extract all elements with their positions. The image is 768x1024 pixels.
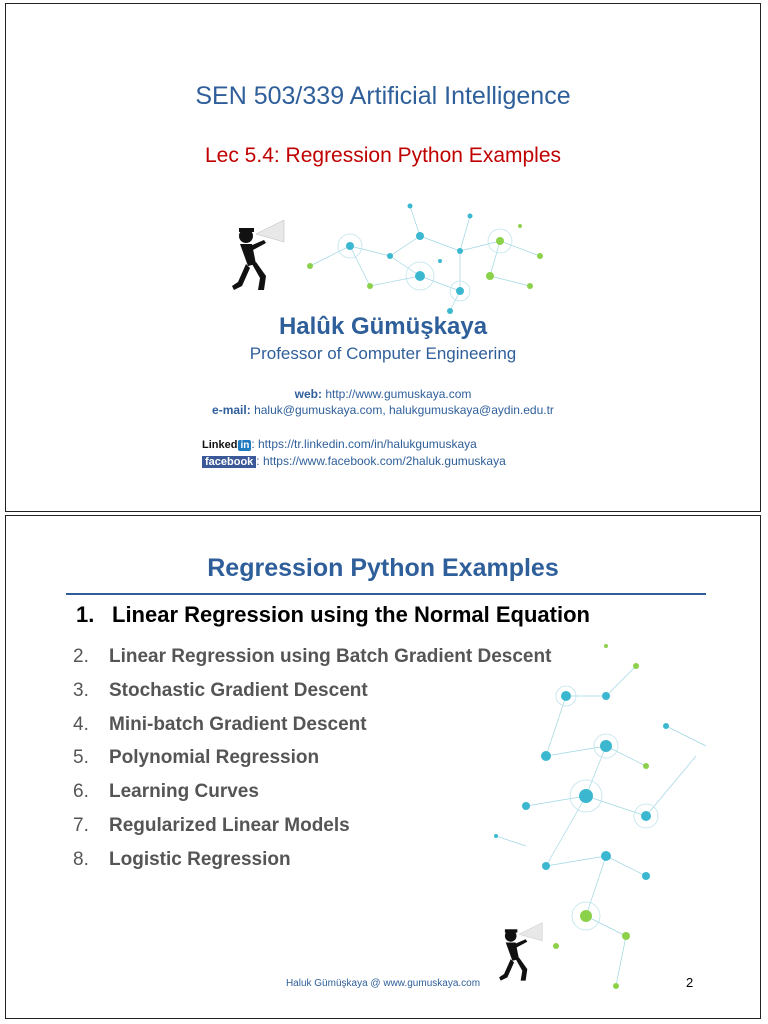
linkedin-icon: Linked in [202,439,250,451]
network-graphic-icon [290,196,562,326]
list-item: 8. Logistic Regression [73,849,291,870]
list-item-primary: 1. Linear Regression using the Normal Equation [76,602,590,627]
email-contact [6,403,760,417]
explorer-figure-icon [226,212,286,294]
course-title: SEN 503/339 Artificial Intelligence [195,82,571,110]
email-link[interactable]: haluk@gumuskaya.com, halukgumuskaya@aydin.edu.tr [254,403,554,417]
contents-slide [5,515,761,1019]
list-item: 7. Regularized Linear Models [73,815,350,836]
web-link[interactable]: http://www.gumuskaya.com [325,387,472,401]
lecture-title: Lec 5.4: Regression Python Examples [204,144,562,167]
page-number: 2 [686,975,694,990]
facebook-icon: facebook [202,456,256,468]
list-item: 5. Polynomial Regression [73,747,320,768]
slide-title: Regression Python Examples [207,554,559,582]
explorer-figure-icon [494,916,544,984]
linkedin-contact [202,437,477,451]
web-label: web: [294,387,322,401]
title-slide [5,3,761,512]
list-item: 6. Learning Curves [73,781,259,802]
title-divider [66,593,706,595]
web-contact [6,387,760,401]
list-item: 3. Stochastic Gradient Descent [73,680,368,701]
linkedin-link[interactable]: : https://tr.linkedin.com/in/halukgumuskaya [251,437,477,451]
list-item: 2. Linear Regression using Batch Gradient Descent [73,646,552,667]
author-role: Professor of Computer Engineering [249,344,517,363]
email-label: e-mail: [212,403,251,417]
facebook-link[interactable]: : https://www.facebook.com/2haluk.gumuskaya [256,454,506,468]
list-item: 4. Mini-batch Gradient Descent [73,714,367,735]
facebook-contact [202,454,506,468]
author-name: Halûk Gümüşkaya [278,313,488,340]
slide-footer: Haluk Gümüşkaya @ www.gumuskaya.com [285,978,481,989]
